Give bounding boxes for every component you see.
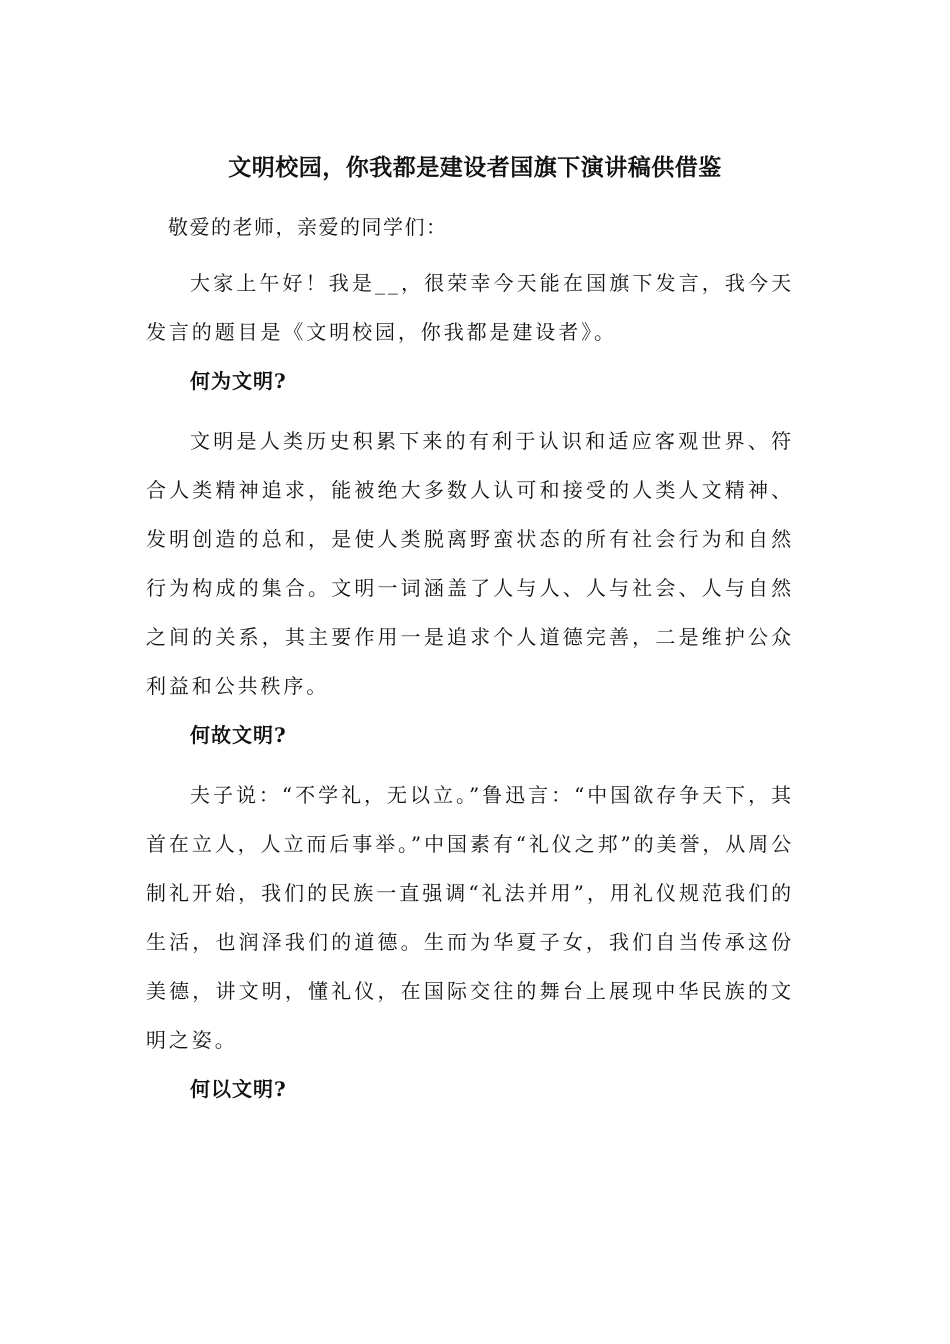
section-heading-how: 何以文明?	[190, 1077, 287, 1101]
document-title: 文明校园，你我都是建设者国旗下演讲稿供借鉴	[228, 154, 722, 181]
section-body-why: 夫子说：“不学礼，无以立。”鲁迅言：“中国欲存争天下，其首在立人，人立而后事举。”中国素有“礼仪之邦”的美誉，从周公制礼开始，我们的民族一直强调“礼法并用”，用礼仪规范我们的生活，也润泽我们的道德。生而为华夏子女，我们自当传承这份美德，讲文明，懂礼仪，在国际交往的舞台上展现中华民族的文明之姿。	[146, 783, 794, 1052]
section-heading-what: 何为文明?	[190, 369, 287, 393]
greeting-line: 敬爱的老师，亲爱的同学们：	[168, 215, 448, 239]
section-heading-why: 何故文明?	[190, 723, 287, 747]
intro-paragraph: 大家上午好！我是__，很荣幸今天能在国旗下发言，我今天发言的题目是《文明校园，你我都是建设者》。	[146, 271, 794, 344]
section-body-what: 文明是人类历史积累下来的有利于认识和适应客观世界、符合人类精神追求，能被绝大多数人认可和接受的人类人文精神、发明创造的总和，是使人类脱离野蛮状态的所有社会行为和自然行为构成的集合。文明一词涵盖了人与人、人与社会、人与自然之间的关系，其主要作用一是追求个人道德完善，二是维护公众利益和公共秩序。	[146, 429, 794, 698]
document-body	[146, 207, 794, 1114]
